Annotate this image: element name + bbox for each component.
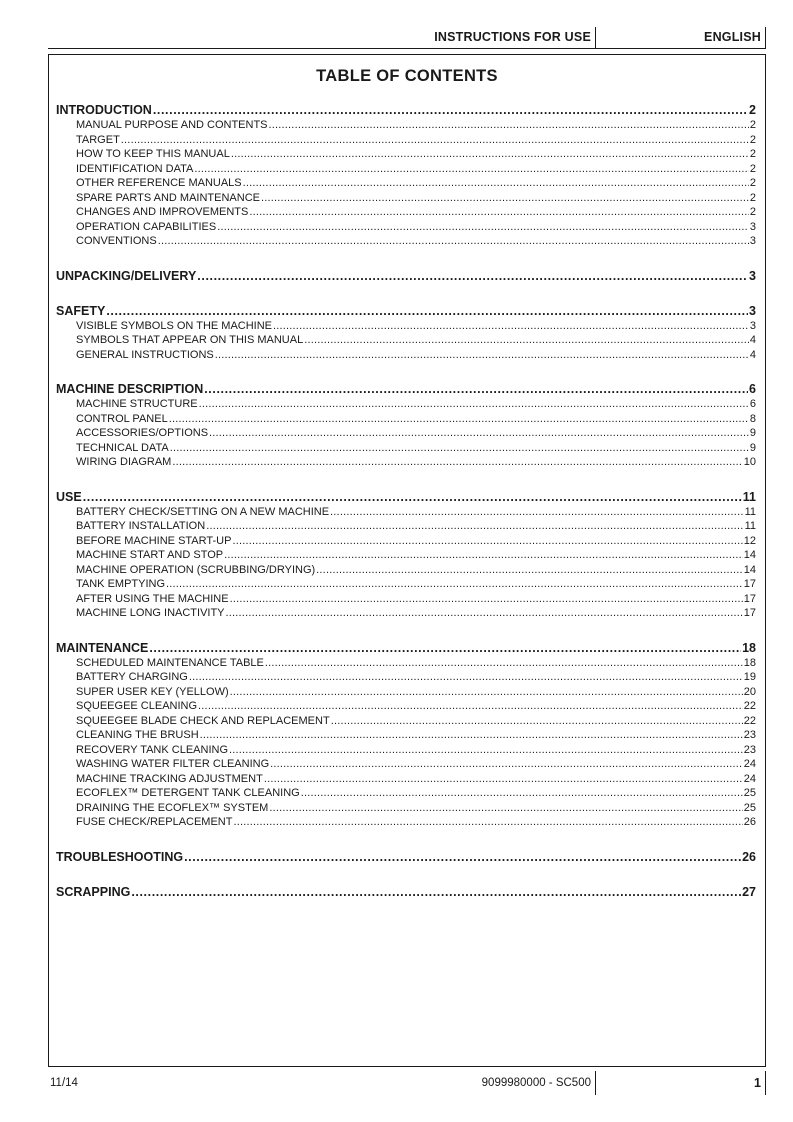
dot-leader [270, 757, 743, 772]
dot-leader [269, 801, 742, 816]
dot-leader [231, 147, 749, 162]
toc-page-number: 8 [749, 412, 756, 425]
toc-page-number: 23 [743, 743, 756, 756]
dot-leader [170, 441, 749, 456]
toc-entry-title: ACCESSORIES/OPTIONS [76, 427, 209, 439]
toc-entry-title: CONVENTIONS [76, 235, 157, 247]
dot-leader [158, 234, 749, 249]
toc-section-heading[interactable] [56, 382, 756, 397]
dot-leader [230, 592, 743, 607]
toc-entry[interactable] [56, 505, 756, 520]
footer-divider [595, 1071, 596, 1095]
toc-entry[interactable] [56, 757, 756, 772]
toc-entry[interactable] [56, 670, 756, 685]
toc-entry[interactable] [56, 801, 756, 816]
language-label: ENGLISH [704, 30, 761, 44]
toc-page-number: 4 [749, 348, 756, 361]
toc-entry-title: TARGET [76, 133, 120, 146]
toc-section [56, 304, 756, 363]
dot-leader [172, 455, 742, 470]
toc-section [56, 103, 756, 249]
dot-leader [226, 606, 743, 621]
dot-leader [261, 191, 749, 206]
toc-section [56, 490, 756, 621]
footer-doc-code: 9099980000 - SC500 [481, 1077, 591, 1089]
dot-leader [153, 103, 748, 118]
toc-entry-title: IDENTIFICATION DATA [76, 162, 194, 175]
dot-leader [204, 382, 748, 397]
toc-page-number: 2 [749, 133, 756, 146]
table-of-contents [56, 103, 756, 920]
dot-leader [217, 220, 749, 235]
dot-leader [166, 577, 743, 592]
toc-entry[interactable] [56, 592, 756, 607]
toc-entry-title: GENERAL INSTRUCTIONS [76, 348, 214, 361]
document-type: INSTRUCTIONS FOR USE [434, 30, 591, 44]
toc-section-title: SCRAPPING [56, 884, 131, 899]
page-header [48, 27, 766, 49]
toc-page-number: 9 [749, 427, 756, 439]
toc-entry-title: CLEANING THE BRUSH [76, 729, 199, 741]
toc-page-number: 17 [743, 592, 756, 605]
toc-entry[interactable] [56, 699, 756, 714]
toc-entry-title: BATTERY CHECK/SETTING ON A NEW MACHINE [76, 505, 330, 518]
toc-entry[interactable] [56, 397, 756, 412]
dot-leader [194, 162, 749, 177]
toc-page-number: 18 [742, 640, 756, 655]
dot-leader [184, 850, 741, 865]
toc-entry[interactable] [56, 319, 756, 334]
toc-entry-title: MACHINE STRUCTURE [76, 398, 198, 410]
toc-section-title: TROUBLESHOOTING [56, 849, 184, 864]
toc-section [56, 850, 756, 865]
toc-section-heading[interactable] [56, 885, 756, 900]
toc-entry[interactable] [56, 656, 756, 671]
dot-leader [149, 641, 741, 656]
toc-entry-title: OTHER REFERENCE MANUALS [76, 177, 242, 189]
toc-page-number: 25 [743, 787, 756, 799]
toc-page-number: 18 [743, 656, 756, 669]
footer-divider-right [765, 1071, 766, 1095]
toc-page-number: 12 [743, 534, 756, 547]
toc-section-title: MAINTENANCE [56, 640, 149, 655]
toc-entry[interactable] [56, 441, 756, 456]
toc-entry-title: MACHINE TRACKING ADJUSTMENT [76, 772, 263, 785]
toc-page-number: 11 [744, 505, 756, 518]
toc-section-heading[interactable] [56, 641, 756, 656]
dot-leader [224, 548, 743, 563]
footer-date: 11/14 [50, 1077, 78, 1089]
toc-section-heading[interactable] [56, 304, 756, 319]
dot-leader [131, 885, 741, 900]
toc-page-number: 20 [743, 685, 756, 698]
toc-entry-title: WASHING WATER FILTER CLEANING [76, 758, 270, 770]
toc-entry[interactable] [56, 714, 756, 729]
toc-entry[interactable] [56, 118, 756, 133]
dot-leader [232, 534, 742, 549]
toc-entry-title: HOW TO KEEP THIS MANUAL [76, 148, 230, 160]
dot-leader [269, 118, 749, 133]
toc-page-number: 17 [743, 578, 756, 590]
dot-leader [249, 205, 749, 220]
toc-page-number: 2 [749, 103, 756, 117]
dot-leader [106, 304, 748, 319]
dot-leader [230, 685, 743, 700]
toc-entry[interactable] [56, 772, 756, 787]
toc-page-number: 25 [743, 801, 756, 814]
toc-page-number: 23 [743, 729, 756, 741]
toc-page-number: 2 [749, 148, 756, 160]
toc-page-number: 3 [749, 319, 756, 332]
dot-leader [121, 133, 749, 148]
toc-entry-title: SYMBOLS THAT APPEAR ON THIS MANUAL [76, 334, 304, 346]
toc-entry[interactable] [56, 534, 756, 549]
dot-leader [273, 319, 749, 334]
toc-page-number: 2 [749, 119, 756, 131]
toc-page-number: 2 [749, 206, 756, 218]
toc-entry-title: ECOFLEX™ DETERGENT TANK CLEANING [76, 787, 300, 799]
toc-entry[interactable] [56, 176, 756, 191]
toc-entry-title: SUPER USER KEY (YELLOW) [76, 685, 229, 698]
toc-page-number: 2 [749, 177, 756, 189]
toc-entry[interactable] [56, 815, 756, 830]
toc-entry-title: RECOVERY TANK CLEANING [76, 743, 229, 756]
toc-entry[interactable] [56, 786, 756, 801]
toc-entry-title: CONTROL PANEL [76, 412, 168, 425]
toc-page-number: 24 [743, 772, 756, 785]
toc-entry-title: VISIBLE SYMBOLS ON THE MACHINE [76, 319, 273, 332]
toc-page-number: 6 [749, 382, 756, 396]
toc-entry[interactable] [56, 563, 756, 578]
dot-leader [243, 176, 749, 191]
dot-leader [206, 519, 743, 534]
toc-page-number: 19 [743, 671, 756, 683]
toc-entry[interactable] [56, 728, 756, 743]
toc-section-title: UNPACKING/DELIVERY [56, 268, 197, 283]
toc-page-number: 26 [743, 816, 756, 828]
toc-section [56, 382, 756, 470]
toc-entry[interactable] [56, 191, 756, 206]
toc-entry[interactable] [56, 133, 756, 148]
toc-entry-title: SPARE PARTS AND MAINTENANCE [76, 191, 260, 204]
dot-leader [215, 348, 749, 363]
toc-section-title: INTRODUCTION [56, 103, 152, 117]
toc-entry-title: MACHINE START AND STOP [76, 549, 224, 561]
toc-entry[interactable] [56, 743, 756, 758]
dot-leader [198, 699, 743, 714]
dot-leader [330, 505, 744, 520]
toc-entry-title: TECHNICAL DATA [76, 441, 169, 454]
header-divider [595, 27, 596, 49]
toc-page-number: 24 [743, 758, 756, 770]
toc-entry-title: BEFORE MACHINE START-UP [76, 534, 232, 547]
dot-leader [209, 426, 749, 441]
toc-entry-title: TANK EMPTYING [76, 578, 166, 590]
dot-leader [301, 786, 743, 801]
toc-section-heading[interactable] [56, 850, 756, 865]
toc-page-number: 2 [749, 191, 756, 204]
toc-entry-title: SCHEDULED MAINTENANCE TABLE [76, 656, 264, 669]
toc-page-number: 26 [742, 849, 756, 864]
dot-leader [304, 333, 749, 348]
dot-leader [316, 563, 743, 578]
toc-page-number: 22 [743, 714, 756, 727]
dot-leader [233, 815, 742, 830]
toc-entry[interactable] [56, 220, 756, 235]
toc-page-number: 22 [743, 700, 756, 712]
toc-entry-title: BATTERY CHARGING [76, 671, 188, 683]
toc-entry[interactable] [56, 333, 756, 348]
dot-leader [199, 397, 749, 412]
toc-page-number: 11 [742, 489, 756, 504]
toc-page-number: 3 [749, 268, 756, 283]
dot-leader [83, 490, 742, 505]
toc-entry-title: FUSE CHECK/REPLACEMENT [76, 816, 233, 828]
toc-section-title: SAFETY [56, 303, 106, 318]
toc-section-heading[interactable] [56, 490, 756, 505]
toc-entry[interactable] [56, 348, 756, 363]
toc-entry-title: AFTER USING THE MACHINE [76, 592, 229, 605]
toc-page-number: 3 [749, 303, 756, 318]
toc-page-number: 27 [742, 884, 756, 899]
toc-entry[interactable] [56, 685, 756, 700]
toc-page-number: 9 [749, 441, 756, 454]
dot-leader [200, 728, 743, 743]
toc-page-number: 4 [749, 334, 756, 346]
toc-page-number: 17 [743, 607, 756, 619]
toc-entry[interactable] [56, 577, 756, 592]
page-footer [48, 1071, 766, 1095]
toc-entry-title: OPERATION CAPABILITIES [76, 220, 217, 233]
dot-leader [265, 656, 743, 671]
dot-leader [229, 743, 743, 758]
toc-page-number: 3 [749, 235, 756, 247]
toc-entry[interactable] [56, 205, 756, 220]
header-rule [48, 48, 766, 49]
toc-entry[interactable] [56, 147, 756, 162]
toc-section [56, 885, 756, 900]
toc-page-number: 11 [744, 520, 756, 532]
toc-entry[interactable] [56, 412, 756, 427]
toc-section [56, 641, 756, 830]
dot-leader [189, 670, 743, 685]
toc-entry[interactable] [56, 162, 756, 177]
toc-entry-title: SQUEEGEE CLEANING [76, 700, 198, 712]
dot-leader [197, 269, 748, 284]
toc-page-number: 10 [743, 456, 756, 468]
toc-page-number: 2 [749, 162, 756, 175]
footer-page-number: 1 [754, 1076, 761, 1090]
toc-entry-title: SQUEEGEE BLADE CHECK AND REPLACEMENT [76, 714, 330, 727]
header-divider-right [765, 27, 766, 49]
toc-entry-title: MACHINE OPERATION (SCRUBBING/DRYING) [76, 563, 316, 576]
toc-entry[interactable] [56, 606, 756, 621]
toc-page-number: 3 [749, 220, 756, 233]
toc-section-title: MACHINE DESCRIPTION [56, 382, 204, 396]
toc-entry-title: WIRING DIAGRAM [76, 456, 172, 468]
toc-section-heading[interactable] [56, 269, 756, 284]
toc-section-title: USE [56, 489, 82, 504]
toc-entry[interactable] [56, 234, 756, 249]
dot-leader [264, 772, 743, 787]
toc-entry-title: BATTERY INSTALLATION [76, 520, 206, 532]
toc-section-heading[interactable] [56, 103, 756, 118]
toc-entry-title: DRAINING THE ECOFLEX™ SYSTEM [76, 801, 269, 814]
dot-leader [169, 412, 749, 427]
toc-section [56, 269, 756, 284]
toc-page-number: 6 [749, 398, 756, 410]
toc-title: TABLE OF CONTENTS [316, 67, 498, 85]
toc-entry-title: CHANGES AND IMPROVEMENTS [76, 206, 249, 218]
toc-page-number: 14 [743, 549, 756, 561]
toc-entry[interactable] [56, 455, 756, 470]
toc-entry[interactable] [56, 519, 756, 534]
content-frame [48, 54, 766, 1067]
toc-entry[interactable] [56, 548, 756, 563]
toc-entry[interactable] [56, 426, 756, 441]
toc-entry-title: MACHINE LONG INACTIVITY [76, 607, 225, 619]
toc-entry-title: MANUAL PURPOSE AND CONTENTS [76, 119, 268, 131]
dot-leader [331, 714, 743, 729]
toc-page-number: 14 [743, 563, 756, 576]
